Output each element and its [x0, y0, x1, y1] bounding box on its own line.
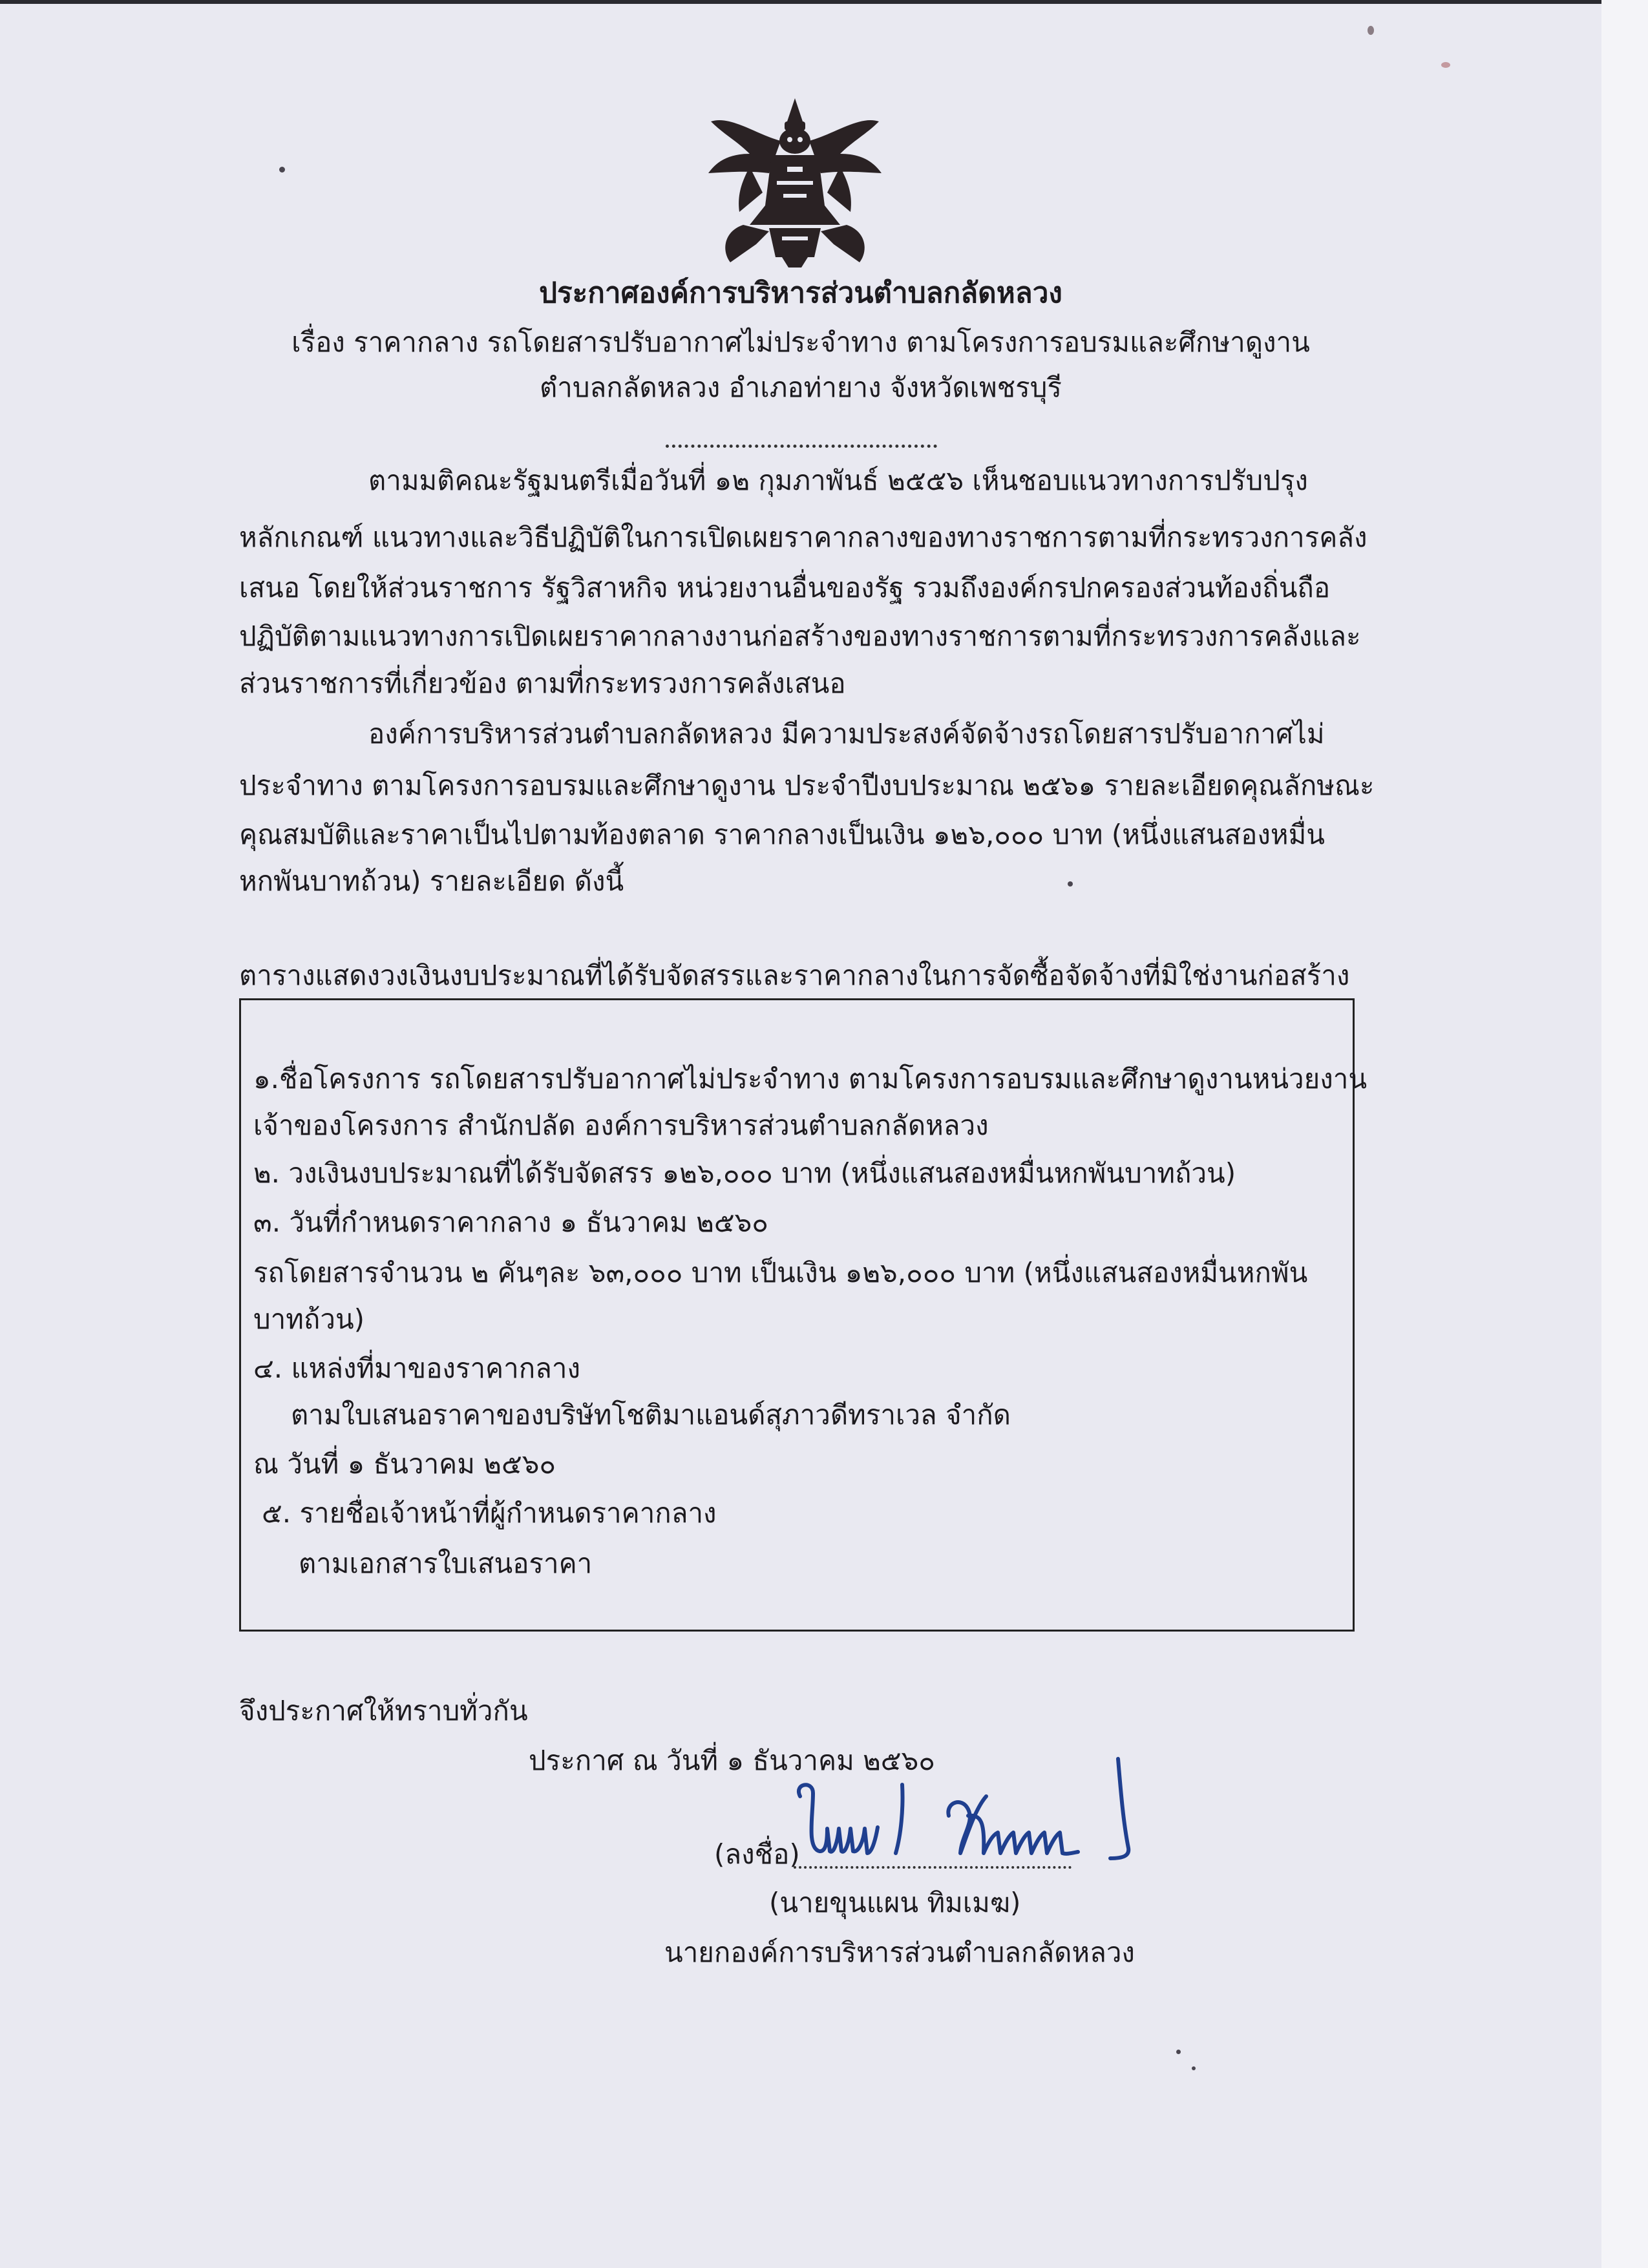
subject-line: ตำบลกลัดหลวง อำเภอท่ายาง จังหวัดเพชรบุรี [540, 372, 1062, 403]
signer-title: นายกองค์การบริหารส่วนตำบลกลัดหลวง [664, 1937, 1135, 1968]
page-title: ประกาศองค์การบริหารส่วนตำบลกลัดหลวง [539, 277, 1062, 310]
table-line: ตามเอกสารใบเสนอราคา [299, 1548, 593, 1579]
scan-speck [279, 167, 285, 173]
scan-speck [1441, 62, 1450, 68]
table-line: ตามใบเสนอราคาของบริษัทโชติมาแอนด์สุภาวดีทราเวล จำกัด [291, 1399, 1011, 1431]
scan-top-edge [0, 0, 1601, 4]
scan-speck [1368, 26, 1374, 35]
body-line: องค์การบริหารส่วนตำบลกลัดหลวง มีความประสงค์จัดจ้างรถโดยสารปรับอากาศไม่ [368, 718, 1325, 750]
table-line: ๑.ชื่อโครงการ รถโดยสารปรับอากาศไม่ประจำทาง ตามโครงการอบรมและศึกษาดูงานหน่วยงาน [253, 1063, 1368, 1095]
body-line: ประจำทาง ตามโครงการอบรมและศึกษาดูงาน ประจำปีงบประมาณ ๒๕๖๑ รายละเอียดคุณลักษณะ [239, 770, 1375, 801]
table-line: ๔. แหล่งที่มาของราคากลาง [253, 1352, 580, 1384]
table-line: ๒. วงเงินงบประมาณที่ได้รับจัดสรร ๑๒๖,๐๐๐ บาท (หนึ่งแสนสองหมื่นหกพันบาทถ้วน) [253, 1157, 1236, 1189]
body-line: คุณสมบัติและราคาเป็นไปตามท้องตลาด ราคากลางเป็นเงิน ๑๒๖,๐๐๐ บาท (หนึ่งแสนสองหมื่น [239, 819, 1325, 850]
table-line: รถโดยสารจำนวน ๒ คันๆละ ๖๓,๐๐๐ บาท เป็นเงิน ๑๒๖,๐๐๐ บาท (หนึ่งแสนสองหมื่นหกพัน [253, 1257, 1308, 1288]
body-line: ส่วนราชการที่เกี่ยวข้อง ตามที่กระทรวงการคลังเสนอ [239, 667, 846, 699]
body-line: หลักเกณฑ์ แนวทางและวิธีปฏิบัติในการเปิดเผยราคากลางของทางราชการตามที่กระทรวงการคลัง [239, 521, 1368, 553]
table-line: เจ้าของโครงการ สำนักปลัด องค์การบริหารส่วนตำบลกลัดหลวง [253, 1109, 989, 1141]
body-line: หกพันบาทถ้วน) รายละเอียด ดังนี้ [239, 865, 624, 897]
scan-speck [1192, 2066, 1196, 2070]
table-heading: ตารางแสดงวงเงินงบประมาณที่ได้รับจัดสรรและราคากลางในการจัดซื้อจัดจ้างที่มิใช่งานก่อสร้าง [239, 960, 1350, 991]
body-line: ตามมติคณะรัฐมนตรีเมื่อวันที่ ๑๒ กุมภาพันธ์ ๒๕๕๖ เห็นชอบแนวทางการปรับปรุง [368, 465, 1308, 496]
scan-speck [1068, 881, 1073, 887]
scanner-margin [1601, 0, 1648, 2268]
sign-label: (ลงชื่อ) [714, 1838, 800, 1870]
signer-name: (นายขุนแผน ทิมเมฆ) [769, 1887, 1021, 1918]
garuda-emblem-icon [704, 96, 885, 269]
scan-speck [1176, 2050, 1181, 2054]
header-separator [666, 445, 937, 448]
body-line: ปฏิบัติตามแนวทางการเปิดเผยราคากลางงานก่อสร้างของทางราชการตามที่กระทรวงการคลังและ [239, 620, 1361, 652]
subject-line: เรื่อง ราคากลาง รถโดยสารปรับอากาศไม่ประจำทาง ตามโครงการอบรมและศึกษาดูงาน [291, 326, 1310, 358]
table-line: ณ วันที่ ๑ ธันวาคม ๒๕๖๐ [253, 1448, 556, 1480]
signature-icon [787, 1745, 1149, 1874]
table-line: บาทถ้วน) [253, 1303, 365, 1335]
announce-date: ประกาศ ณ วันที่ ๑ ธันวาคม ๒๕๖๐ [529, 1745, 935, 1776]
table-line: ๓. วันที่กำหนดราคากลาง ๑ ธันวาคม ๒๕๖๐ [253, 1206, 768, 1238]
closing-announce: จึงประกาศให้ทราบทั่วกัน [239, 1695, 528, 1727]
body-line: เสนอ โดยให้ส่วนราชการ รัฐวิสาหกิจ หน่วยงานอื่นของรัฐ รวมถึงองค์กรปกครองส่วนท้องถิ่นถือ [239, 572, 1331, 604]
table-line: ๕. รายชื่อเจ้าหน้าที่ผู้กำหนดราคากลาง [262, 1497, 717, 1529]
